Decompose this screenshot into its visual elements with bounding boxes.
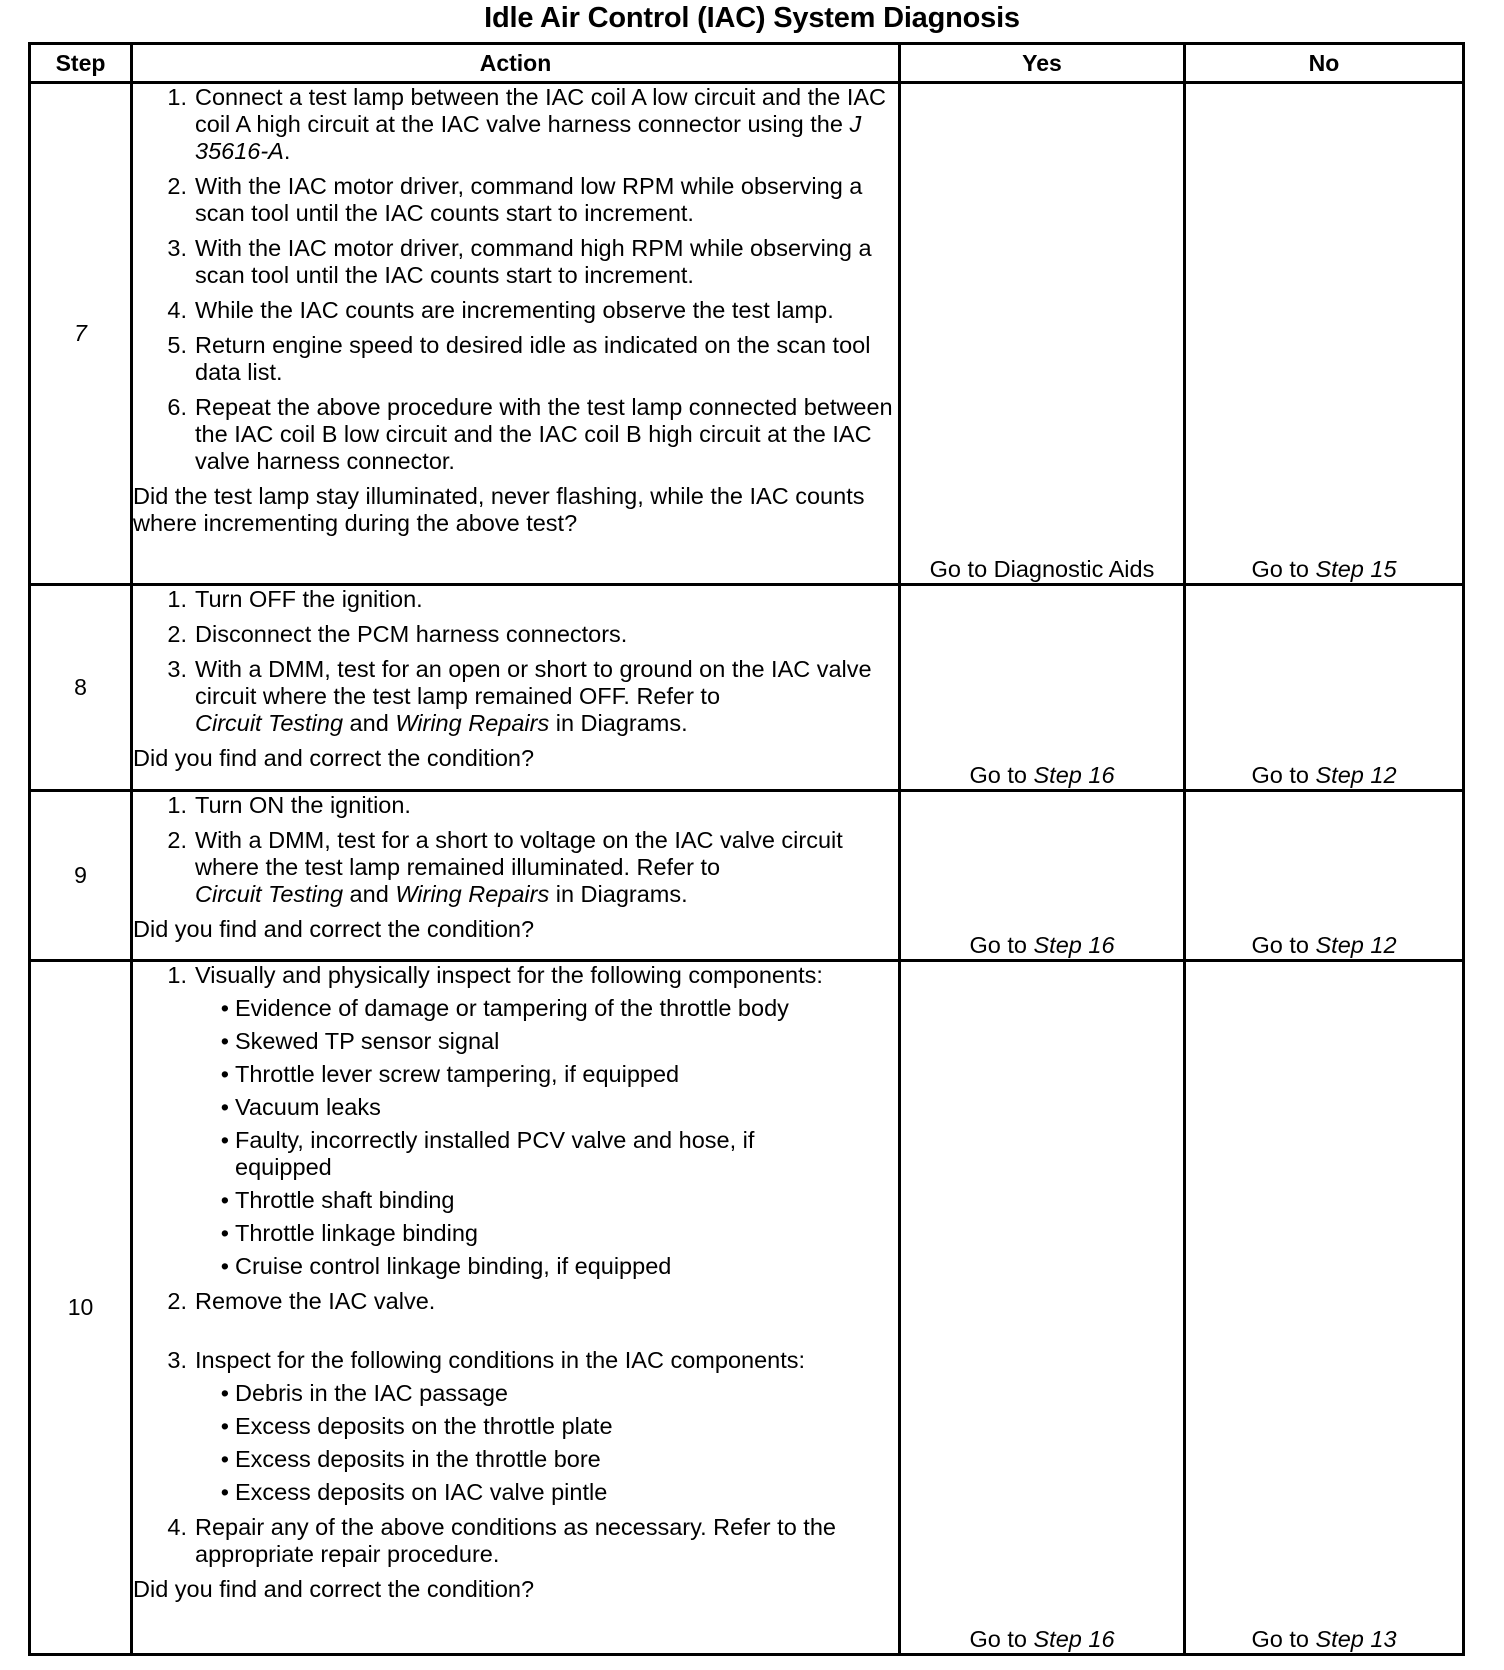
goto-prefix: Go to xyxy=(969,762,1034,788)
item-number: 4. xyxy=(167,297,187,323)
yes-cell xyxy=(900,585,1185,791)
item-text xyxy=(195,1347,898,1506)
item-text: Turn OFF the ignition. xyxy=(195,586,423,612)
bullet-icon: • xyxy=(220,1187,229,1213)
bullet-text: Excess deposits in the throttle bore xyxy=(235,1446,601,1472)
yes-cell xyxy=(900,961,1185,1655)
bullet-text: Throttle lever screw tampering, if equipped xyxy=(235,1061,680,1087)
item-text xyxy=(195,656,898,737)
header-yes: Yes xyxy=(900,44,1185,83)
action-item xyxy=(133,1347,898,1506)
no-result-link[interactable] xyxy=(1251,556,1396,582)
step-number: 8 xyxy=(30,585,132,791)
bullet-text: Excess deposits on IAC valve pintle xyxy=(235,1479,608,1505)
action-item xyxy=(133,1288,898,1315)
no-result-link[interactable] xyxy=(1251,1626,1396,1652)
item-number: 1. xyxy=(167,84,187,110)
no-cell xyxy=(1185,585,1464,791)
bullet-icon: • xyxy=(220,1380,229,1406)
goto-prefix: Go to xyxy=(969,1626,1034,1652)
action-item xyxy=(133,962,898,1280)
item-text xyxy=(195,827,898,908)
bullet-item xyxy=(195,1253,898,1280)
table-row-step-9 xyxy=(30,791,1464,961)
header-no: No xyxy=(1185,44,1464,83)
bullet-text: Vacuum leaks xyxy=(235,1094,381,1120)
bullet-text: Evidence of damage or tampering of the throttle body xyxy=(235,995,789,1021)
goto-prefix: Go to xyxy=(1251,762,1316,788)
action-item xyxy=(133,621,898,648)
bullet-text: Throttle shaft binding xyxy=(235,1187,455,1213)
no-cell xyxy=(1185,791,1464,961)
bullet-icon: • xyxy=(220,1127,229,1153)
action-cell xyxy=(132,585,900,791)
action-item xyxy=(133,394,898,475)
no-result-link[interactable] xyxy=(1251,762,1396,788)
goto-step: Step 13 xyxy=(1315,1626,1397,1652)
step-number: 10 xyxy=(30,961,132,1655)
action-cell xyxy=(132,83,900,585)
bullet-text: Faulty, incorrectly installed PCV valve and hose, if equipped xyxy=(235,1127,755,1180)
item-number: 6. xyxy=(167,394,187,420)
bullet-icon: • xyxy=(220,1028,229,1054)
item-number: 2. xyxy=(167,827,187,853)
item-number: 1. xyxy=(167,586,187,612)
item-text-end: in Diagrams. xyxy=(549,881,688,907)
no-cell xyxy=(1185,83,1464,585)
action-question: Did the test lamp stay illuminated, never flashing, while the IAC counts where incrementing during the above test? xyxy=(133,483,865,536)
action-item xyxy=(133,173,898,227)
item-text xyxy=(195,962,898,1280)
goto-prefix: Go to xyxy=(1251,1626,1316,1652)
yes-result-link[interactable] xyxy=(969,762,1114,788)
bullet-icon: • xyxy=(220,1446,229,1472)
step-number: 9 xyxy=(30,791,132,961)
header-action: Action xyxy=(132,44,900,83)
bullet-text: Throttle linkage binding xyxy=(235,1220,478,1246)
bullet-text: Debris in the IAC passage xyxy=(235,1380,509,1406)
yes-cell xyxy=(900,83,1185,585)
header-row xyxy=(30,44,1464,83)
bullet-icon: • xyxy=(220,1413,229,1439)
item-text-main: With a DMM, test for an open or short to ground on the IAC valve circuit where the test lamp remained OFF. Refer to xyxy=(195,656,872,709)
item-number: 2. xyxy=(167,1288,187,1314)
item-text: Return engine speed to desired idle as indicated on the scan tool data list. xyxy=(195,332,871,385)
diagnosis-table xyxy=(28,42,1465,1656)
header-step: Step xyxy=(30,44,132,83)
item-text-and: and xyxy=(343,881,396,907)
item-text-main: Inspect for the following conditions in the IAC components: xyxy=(195,1347,806,1373)
action-item xyxy=(133,297,898,324)
bullet-icon: • xyxy=(220,1253,229,1279)
action-question: Did you find and correct the condition? xyxy=(133,1576,535,1602)
action-cell xyxy=(132,791,900,961)
reference-circuit-testing[interactable]: Circuit Testing xyxy=(195,710,344,736)
item-text-main: With a DMM, test for a short to voltage on the IAC valve circuit where the test lamp remained illuminated. Refer to xyxy=(195,827,843,880)
reference-circuit-testing[interactable]: Circuit Testing xyxy=(195,881,344,907)
table-row-step-10 xyxy=(30,961,1464,1655)
item-number: 3. xyxy=(167,656,187,682)
item-text: With the IAC motor driver, command low RPM while observing a scan tool until the IAC counts start to increment. xyxy=(195,173,863,226)
table-row-step-8 xyxy=(30,585,1464,791)
item-text: Disconnect the PCM harness connectors. xyxy=(195,621,628,647)
action-item xyxy=(133,84,898,165)
bullet-list xyxy=(195,1380,898,1506)
bullet-text: Skewed TP sensor signal xyxy=(235,1028,500,1054)
table-row-step-7 xyxy=(30,83,1464,585)
bullet-item xyxy=(195,1479,898,1506)
bullet-item xyxy=(195,1061,898,1088)
goto-prefix: Go to xyxy=(1251,932,1316,958)
no-cell xyxy=(1185,961,1464,1655)
bullet-icon: • xyxy=(220,1061,229,1087)
tool-reference: J 35616-A xyxy=(195,111,862,164)
item-text: Repeat the above procedure with the test lamp connected between the IAC coil B low circuit and the IAC coil B high circuit at the IAC valve harness connector. xyxy=(195,394,893,474)
bullet-item xyxy=(195,1028,898,1055)
yes-result-link[interactable] xyxy=(969,932,1114,958)
goto-step: Step 16 xyxy=(1033,762,1115,788)
action-item xyxy=(133,656,898,737)
item-text-end: . xyxy=(283,138,291,164)
goto-step: Step 16 xyxy=(1033,932,1115,958)
bullet-text: Cruise control linkage binding, if equipped xyxy=(235,1253,672,1279)
item-number: 3. xyxy=(167,235,187,261)
bullet-icon: • xyxy=(220,1220,229,1246)
bullet-icon: • xyxy=(220,995,229,1021)
spacer xyxy=(133,1323,898,1347)
item-text-main: Visually and physically inspect for the following components: xyxy=(195,962,823,988)
bullet-icon: • xyxy=(220,1094,229,1120)
action-item xyxy=(133,235,898,289)
item-number: 2. xyxy=(167,621,187,647)
item-number: 5. xyxy=(167,332,187,358)
goto-step: Step 12 xyxy=(1315,762,1397,788)
reference-wiring-repairs[interactable]: Wiring Repairs xyxy=(395,881,550,907)
item-number: 3. xyxy=(167,1347,187,1373)
item-text: Remove the IAC valve. xyxy=(195,1288,436,1314)
item-number: 4. xyxy=(167,1514,187,1540)
goto-step: Step 16 xyxy=(1033,1626,1115,1652)
item-text xyxy=(195,84,898,165)
bullet-item xyxy=(195,1380,898,1407)
yes-result-link[interactable] xyxy=(969,1626,1114,1652)
goto-step: Step 15 xyxy=(1315,556,1397,582)
bullet-item xyxy=(195,1094,898,1121)
reference-wiring-repairs[interactable]: Wiring Repairs xyxy=(395,710,550,736)
bullet-item xyxy=(195,1220,898,1247)
goto-prefix: Go to xyxy=(969,932,1034,958)
goto-step: Step 12 xyxy=(1315,932,1397,958)
step-number: 7 xyxy=(30,83,132,585)
bullet-item xyxy=(195,1127,898,1181)
action-item xyxy=(133,827,898,908)
bullet-item xyxy=(195,1413,898,1440)
item-text-and: and xyxy=(343,710,396,736)
action-item xyxy=(133,332,898,386)
action-item xyxy=(133,1514,898,1568)
item-text-end: in Diagrams. xyxy=(549,710,688,736)
bullet-item xyxy=(195,1446,898,1473)
item-number: 1. xyxy=(167,962,187,988)
action-item xyxy=(133,792,898,819)
bullet-text: Excess deposits on the throttle plate xyxy=(235,1413,613,1439)
item-text: Turn ON the ignition. xyxy=(195,792,411,818)
action-question: Did you find and correct the condition? xyxy=(133,916,535,942)
item-number: 2. xyxy=(167,173,187,199)
item-text: With the IAC motor driver, command high RPM while observing a scan tool until the IAC counts start to increment. xyxy=(195,235,872,288)
yes-cell xyxy=(900,791,1185,961)
bullet-item xyxy=(195,995,898,1022)
action-question: Did you find and correct the condition? xyxy=(133,745,535,771)
item-number: 1. xyxy=(167,792,187,818)
action-cell xyxy=(132,961,900,1655)
yes-result-link[interactable]: Go to Diagnostic Aids xyxy=(929,556,1155,582)
bullet-icon: • xyxy=(220,1479,229,1505)
item-text-main: Connect a test lamp between the IAC coil A low circuit and the IAC coil A high circuit at the IAC valve harness connector using the xyxy=(195,84,887,137)
page-title: Idle Air Control (IAC) System Diagnosis xyxy=(484,2,1020,34)
item-text: While the IAC counts are incrementing observe the test lamp. xyxy=(195,297,834,323)
goto-prefix: Go to xyxy=(1251,556,1316,582)
no-result-link[interactable] xyxy=(1251,932,1396,958)
bullet-item xyxy=(195,1187,898,1214)
bullet-list xyxy=(195,995,898,1280)
item-text: Repair any of the above conditions as necessary. Refer to the appropriate repair procedure. xyxy=(195,1514,836,1567)
action-item xyxy=(133,586,898,613)
